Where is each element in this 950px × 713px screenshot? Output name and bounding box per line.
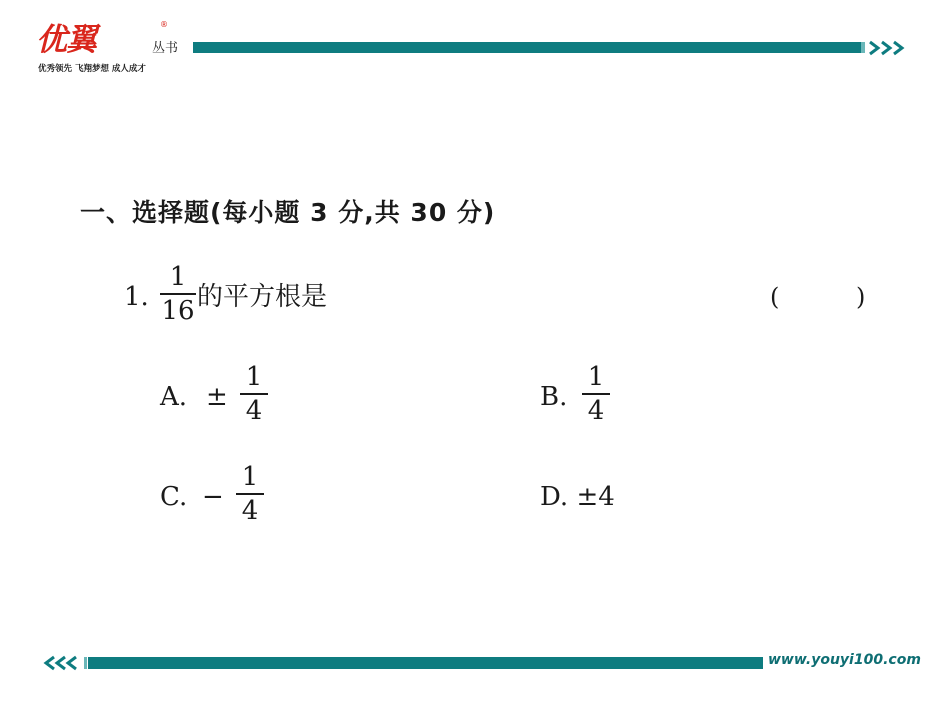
fraction-denominator: 4 [241, 496, 259, 526]
question-fraction [160, 262, 196, 326]
option-b-fraction [582, 362, 610, 426]
fraction-numerator: 1 [241, 462, 259, 492]
registered-mark: ® [160, 20, 168, 29]
website-url[interactable]: www.youyi100.com [768, 652, 921, 668]
question-number: 1. [124, 282, 149, 312]
fraction-numerator: 1 [245, 362, 263, 392]
fraction-bar [236, 493, 264, 495]
footer-bar [88, 657, 763, 669]
question-stem: 的平方根是 [197, 282, 328, 312]
option-c-fraction [236, 462, 264, 526]
option-a-label: A. [160, 382, 188, 412]
logo-series-label: 丛书 [152, 41, 179, 56]
option-c-sign: − [202, 482, 224, 512]
fraction-denominator: 16 [161, 296, 195, 326]
publisher-logo [36, 20, 196, 80]
fraction-bar [160, 293, 196, 295]
fraction-numerator: 1 [169, 262, 187, 292]
fraction-denominator: 4 [587, 396, 605, 426]
back-arrows-icon [36, 655, 82, 671]
header-bar [193, 42, 861, 53]
answer-paren-left: ( [770, 283, 780, 311]
logo-slogan: 优秀领先 飞翔梦想 成人成才 [38, 64, 146, 74]
option-b-label: B. [540, 382, 568, 412]
fraction-bar [582, 393, 610, 395]
forward-arrows-icon [866, 39, 916, 57]
section-title: 一、选择题(每小题 3 分,共 30 分) [80, 198, 496, 227]
logo-text: 优翼 [36, 22, 96, 58]
fraction-numerator: 1 [587, 362, 605, 392]
answer-paren-right: ) [856, 283, 866, 311]
fraction-denominator: 4 [245, 396, 263, 426]
fraction-bar [240, 393, 268, 395]
option-a-sign: ± [206, 382, 228, 412]
header-bar-cap [861, 42, 865, 53]
option-a-fraction [240, 362, 268, 426]
footer-bar-cap [84, 657, 87, 669]
option-d-label: D. ±4 [540, 482, 615, 512]
option-c-label: C. [160, 482, 188, 512]
